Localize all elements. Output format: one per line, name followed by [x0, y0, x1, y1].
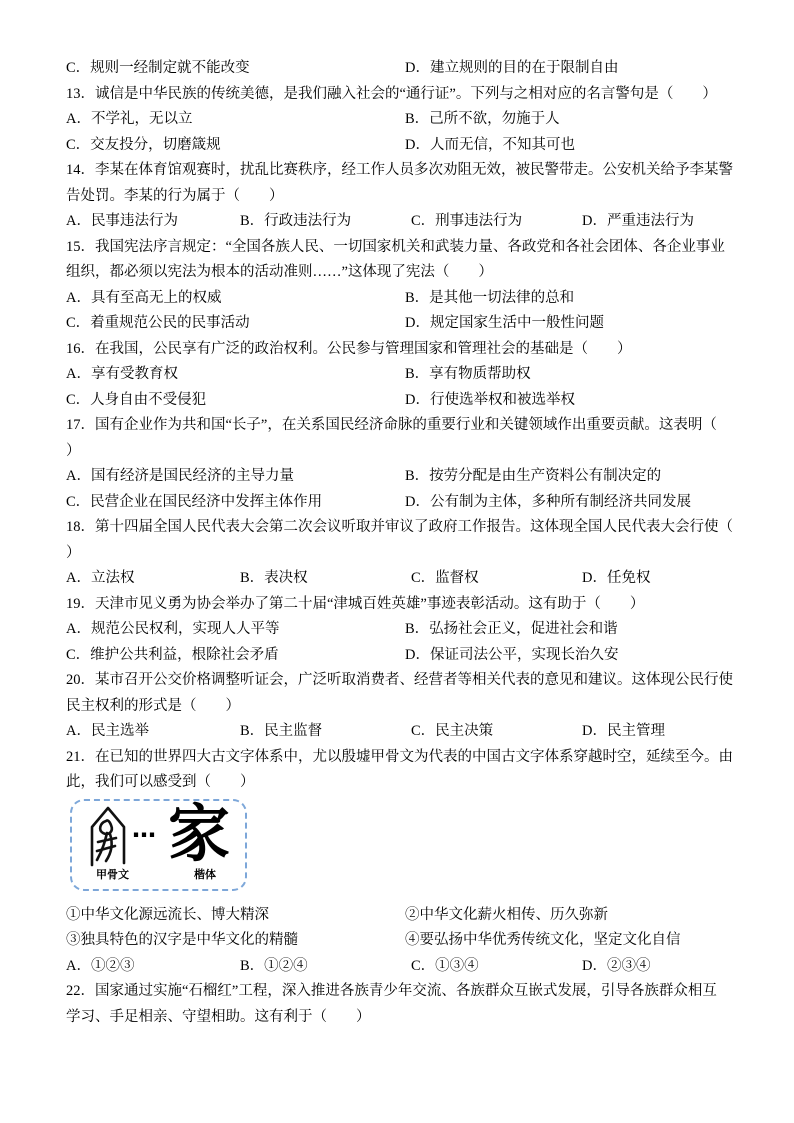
q20-stem-line1 [66, 668, 732, 694]
statement-3: ③独具特色的汉字是中华文化的精髓 [66, 932, 298, 948]
option-b: B．民主监督 [240, 723, 323, 739]
option-d: D．行使选举权和被选举权 [405, 391, 575, 408]
q17-stem-line1 [66, 413, 732, 439]
q20-stem-line2 [66, 694, 732, 720]
q14-stem-line2 [66, 184, 732, 210]
q18-stem-line1 [66, 515, 732, 541]
option-d: D．规定国家生活中一般性问题 [405, 315, 604, 331]
q13-options-ab [66, 107, 732, 133]
option-b: B．按劳分配是由生产资料公有制决定的 [405, 468, 662, 484]
option-a: A．①②③ [66, 957, 135, 974]
statement-4: ④要弘扬中华优秀传统文化，坚定文化自信 [405, 932, 681, 948]
question-text: 16．在我国，公民享有广泛的政治权利。公民参与管理国家和管理社会的基础是（ ） [66, 340, 632, 357]
question-text: 18．第十四届全国人民代表大会第二次会议听取并审议了政府工作报告。这体现全国人民代表大会行使（ [66, 519, 733, 535]
regular-script-caption: 楷体 [194, 868, 216, 881]
regular-script-character: 家 [168, 800, 231, 869]
q19-stem [66, 592, 732, 618]
option-d: D．②③④ [582, 957, 651, 974]
option-d: D．建立规则的目的在于限制自由 [405, 60, 619, 76]
q17-options-cd [66, 490, 732, 516]
option-c: C．人身自由不受侵犯 [66, 391, 207, 408]
option-d: D．保证司法公平，实现长治久安 [405, 646, 619, 663]
option-b: B．己所不欲，勿施于人 [405, 111, 560, 127]
q22-stem-line1 [66, 979, 732, 1005]
option-d: D．任免权 [582, 570, 651, 586]
q22-stem-line2 [66, 1005, 732, 1031]
option-b: B．是其他一切法律的总和 [405, 289, 575, 306]
q15-options-cd [66, 311, 732, 337]
option-a: A．具有至高无上的权威 [66, 289, 222, 306]
q21-options [66, 954, 732, 980]
option-a: A．民主选举 [66, 723, 149, 739]
question-text: 20．某市召开公交价格调整听证会，广泛听取消费者、经营者等相关代表的意见和建议。这体现公民行使 [66, 672, 733, 688]
option-d: D．人而无信，不知其可也 [405, 136, 575, 153]
option-a: A．民事违法行为 [66, 213, 178, 229]
question-text: 17．国有企业作为共和国“长子”，在关系国民经济命脉的重要行业和关键领域作出重要贡献。这表明（ [66, 417, 717, 433]
q19-options-ab [66, 617, 732, 643]
option-d: D．严重违法行为 [582, 213, 694, 229]
question-text: 此，我们可以感受到（ ） [66, 774, 255, 790]
q13-stem [66, 82, 732, 108]
option-c: C．交友投分，切磨箴规 [66, 136, 221, 153]
q19-options-cd [66, 643, 732, 669]
option-c: C．①③④ [411, 957, 479, 974]
option-c: C．民主决策 [411, 723, 494, 739]
question-text: 13．诚信是中华民族的传统美德，是我们融入社会的“通行证”。下列与之相对应的名言警句是（ ） [66, 85, 717, 102]
q15-options-ab [66, 286, 732, 312]
option-a: A．不学礼，无以立 [66, 111, 193, 127]
q17-stem-line2 [66, 439, 732, 465]
oracle-script-caption: 甲骨文 [96, 868, 129, 881]
q21-statements-12 [66, 903, 732, 929]
q18-options [66, 566, 732, 592]
option-a: A．立法权 [66, 570, 135, 586]
q21-stem-line1 [66, 745, 732, 771]
option-d: D．公有制为主体，多种所有制经济共同发展 [405, 493, 691, 510]
q20-options [66, 719, 732, 745]
option-b: B．享有物质帮助权 [405, 366, 531, 382]
option-c: C．规则一经制定就不能改变 [66, 60, 250, 76]
question-text: 22．国家通过实施“石榴红”工程，深入推进各族青少年交流、各族群众互嵌式发展，引导各族群众相互 [66, 983, 717, 999]
question-text: 告处罚。李某的行为属于（ ） [66, 187, 284, 204]
q21-figure-row [66, 799, 732, 899]
q17-options-ab [66, 464, 732, 490]
option-b: B．行政违法行为 [240, 213, 352, 229]
option-c: C．刑事违法行为 [411, 213, 523, 229]
q16-options-ab [66, 362, 732, 388]
option-c: C．着重规范公民的民事活动 [66, 315, 250, 331]
question-text: 学习、手足相亲、守望相助。这有利于（ ） [66, 1008, 371, 1025]
question-text: 15．我国宪法序言规定：“全国各族人民、一切国家机关和武装力量、各政党和各社会团体、各企业事业 [66, 238, 725, 255]
option-c: C．维护公共利益，根除社会矛盾 [66, 646, 279, 663]
q15-stem-line1 [66, 235, 732, 261]
option-a: A．享有受教育权 [66, 366, 178, 382]
question-text: ） [66, 544, 81, 561]
q12-options-cd [66, 56, 732, 82]
option-a: A．国有经济是国民经济的主导力量 [66, 468, 294, 484]
question-text: 民主权利的形式是（ ） [66, 697, 240, 714]
q16-stem [66, 337, 732, 363]
q14-options [66, 209, 732, 235]
option-b: B．弘扬社会正义，促进社会和谐 [405, 621, 618, 637]
option-d: D．民主管理 [582, 723, 665, 739]
document-body [66, 56, 732, 1030]
option-c: C．监督权 [411, 570, 479, 586]
question-text: 21．在已知的世界四大古文字体系中，尤以殷墟甲骨文为代表的中国古文字体系穿越时空，延续至今。由 [66, 748, 733, 765]
question-text: 19．天津市见义勇为协会举办了第二十届“津城百姓英雄”事迹表彰活动。这有助于（ ） [66, 595, 645, 612]
ellipsis-dots: … [132, 814, 157, 843]
statement-1: ①中华文化源远流长、博大精深 [66, 906, 269, 923]
question-text: ） [66, 442, 81, 459]
q13-options-cd [66, 133, 732, 159]
option-c: C．民营企业在国民经济中发挥主体作用 [66, 493, 323, 510]
oracle-bone-jia-glyph [85, 805, 131, 867]
q21-statements-34 [66, 928, 732, 954]
statement-2: ②中华文化薪火相传、历久弥新 [405, 906, 608, 923]
question-text: 14．李某在体育馆观赛时，扰乱比赛秩序，经工作人员多次劝阻无效，被民警带走。公安机关给予李某警 [66, 162, 733, 178]
q16-options-cd [66, 388, 732, 414]
q18-stem-line2 [66, 541, 732, 567]
option-a: A．规范公民权利，实现人人平等 [66, 621, 280, 637]
option-b: B．①②④ [240, 957, 308, 974]
hanzi-evolution-figure [70, 799, 247, 891]
question-text: 组织，都必须以宪法为根本的活动准则……”这体现了宪法（ ） [66, 264, 493, 280]
q21-stem-line2 [66, 770, 732, 796]
option-b: B．表决权 [240, 570, 308, 586]
q14-stem-line1 [66, 158, 732, 184]
q15-stem-line2 [66, 260, 732, 286]
